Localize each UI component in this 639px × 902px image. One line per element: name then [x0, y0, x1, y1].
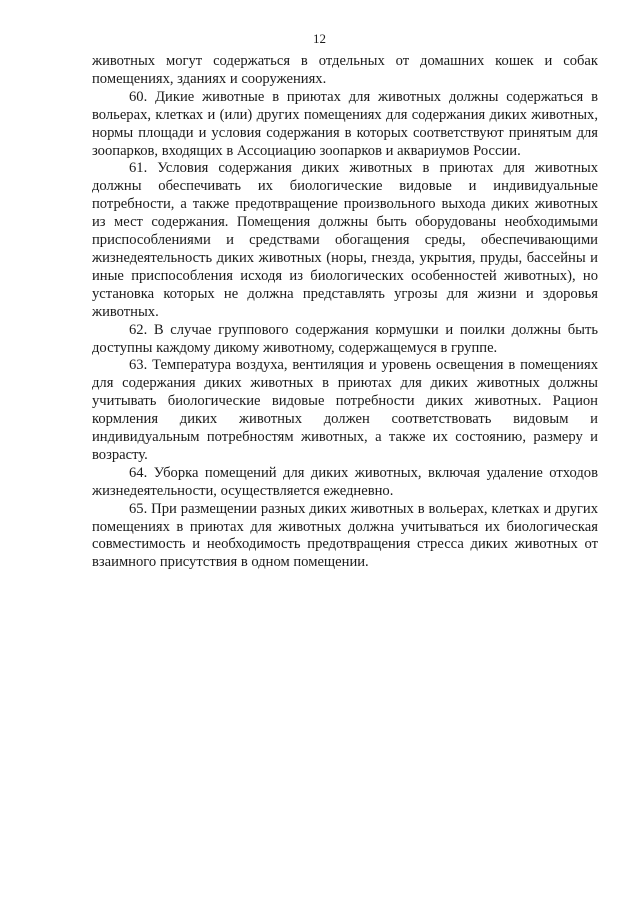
document-body	[92, 53, 598, 572]
paragraph-60: 60. Дикие животные в приютах для животных должны содержаться в вольерах, клетках и (или) других помещениях для содержания диких животных, нормы площади и условия содержания в которых соответствуют принятым для зоопарков, входящих в Ассоциацию зоопарков и аквариумов России.	[92, 88, 598, 159]
paragraph-65: 65. При размещении разных диких животных в вольерах, клетках и других помещениях в приютах для животных должна учитываться их биологическая совместимость и необходимость предотвращения стресса диких животных от взаимного присутствия в одном помещении.	[92, 500, 598, 571]
paragraph-62: 62. В случае группового содержания кормушки и поилки должны быть доступны каждому дикому животному, содержащемуся в группе.	[92, 321, 598, 356]
paragraph-continuation: животных могут содержаться в отдельных от домашних кошек и собак помещениях, зданиях и сооружениях.	[92, 53, 598, 87]
paragraph-63: 63. Температура воздуха, вентиляция и уровень освещения в помещениях для содержания диких животных в приютах для диких животных должны учитывать биологические видовые потребности диких животных. Рацион кормления диких животных должен соответствовать видовым и индивидуальным потребностям животных, а также их состоянию, размеру и возрасту.	[92, 357, 598, 463]
paragraph-64: 64. Уборка помещений для диких животных, включая удаление отходов жизнедеятельности, осуществляется ежедневно.	[92, 464, 598, 499]
paragraph-61: 61. Условия содержания диких животных в приютах для животных должны обеспечивать их биологические видовые и индивидуальные потребности, а также предотвращение произвольного выхода диких животных из мест содержания. Помещения должны быть оборудованы необходимыми приспособлениями и средствами обогащения среды, обеспечивающими жизнедеятельность диких животных (норы, гнезда, укрытия, пруды, бассейны и иные приспособления исходя из биологических особенностей животных), но установка которых не должна представлять угрозы для жизни и здоровья животных.	[92, 160, 598, 320]
page-number: 12	[313, 31, 326, 46]
